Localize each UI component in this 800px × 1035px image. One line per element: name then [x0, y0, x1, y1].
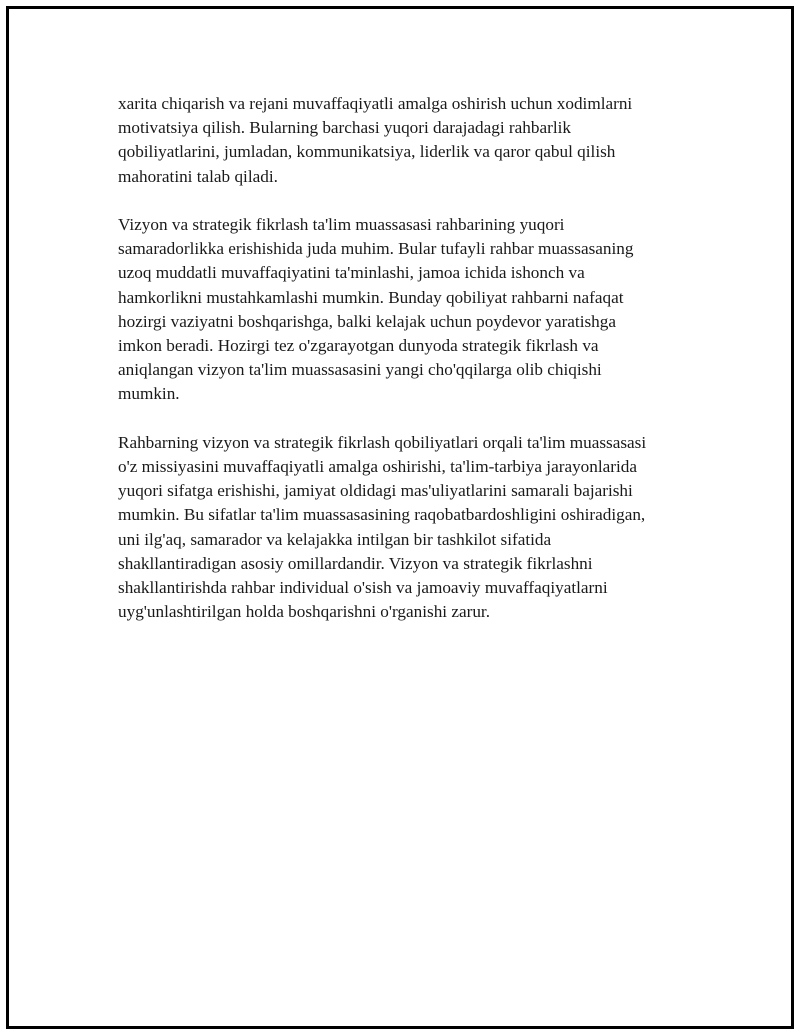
text-line: o'z missiyasini muvaffaqiyatli amalga oshirishi, ta'lim-tarbiya jarayonlarida	[118, 457, 637, 477]
text-line: Vizyon va strategik fikrlash ta'lim muassasasi rahbarining yuqori	[118, 215, 565, 234]
text-line: motivatsiya qilish. Bularning barchasi yuqori darajadagi rahbarlik	[118, 118, 571, 138]
paragraph-3	[118, 431, 698, 625]
text-line: aniqlangan vizyon ta'lim muassasasini yangi cho'qqilarga olib chiqishi	[118, 360, 602, 380]
paragraph-1	[118, 92, 698, 189]
text-line: uyg'unlashtirilgan holda boshqarishni o'rganishi zarur.	[118, 602, 491, 622]
text-line: Rahbarning vizyon va strategik fikrlash qobiliyatlari orqali ta'lim muassasasi	[118, 432, 647, 452]
text-line: mahoratini talab qiladi.	[118, 166, 278, 186]
text-line: shakllantiradigan asosiy omillardandir. Vizyon va strategik fikrlashni	[118, 553, 593, 573]
text-line: samaradorlikka erishishida juda muhim. Bular tufayli rahbar muassasaning	[118, 239, 634, 259]
text-line: uni ilg'aq, samarador va kelajakka intilgan bir tashkilot sifatida	[118, 529, 552, 549]
text-line: uzoq muddatli muvaffaqiyatini ta'minlashi, jamoa ichida ishonch va	[118, 263, 585, 283]
text-line: hozirgi vaziyatni boshqarishga, balki kelajak uchun poydevor yaratishga	[118, 311, 616, 331]
text-line: imkon beradi. Hozirgi tez o'zgarayotgan dunyoda strategik fikrlash va	[118, 336, 599, 356]
text-line: mumkin.	[118, 384, 180, 404]
text-line: yuqori sifatga erishishi, jamiyat oldidagi mas'uliyatlarini samarali bajarishi	[118, 481, 633, 501]
text-line: shakllantirishda rahbar individual o'sish va jamoaviy muvaffaqiyatlarni	[118, 578, 608, 598]
text-line: mumkin. Bu sifatlar ta'lim muassasasining raqobatbardoshligini oshiradigan,	[118, 505, 646, 525]
document-body	[118, 92, 698, 649]
paragraph-2	[118, 213, 698, 407]
text-line: hamkorlikni mustahkamlashi mumkin. Bunday qobiliyat rahbarni nafaqat	[118, 287, 624, 307]
text-line: xarita chiqarish va rejani muvaffaqiyatli amalga oshirish uchun xodimlarni	[118, 94, 633, 113]
text-line: qobiliyatlarini, jumladan, kommunikatsiya, liderlik va qaror qabul qilish	[118, 142, 616, 162]
